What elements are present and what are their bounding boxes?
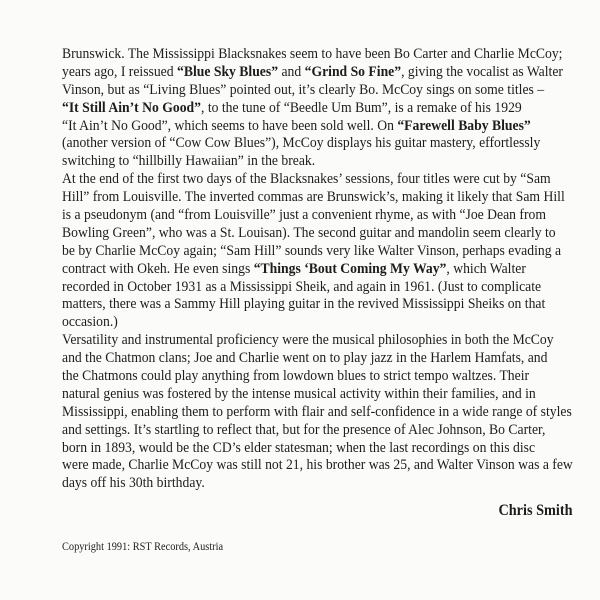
paragraph: [62, 170, 582, 331]
text-line: [62, 80, 545, 99]
text-segment: born in 1893, would be the CD’s elder statesman; when the last recordings on this disc: [62, 438, 536, 456]
text-line: [62, 420, 546, 439]
text-segment: years ago, I reissued: [62, 62, 178, 80]
text-line: [62, 152, 530, 170]
text-segment: contract with Okeh. He even sings: [62, 259, 254, 277]
copyright-notice: Copyright 1991: RST Records, Austria: [62, 541, 224, 553]
text-segment: matters, there was a Sammy Hill playing guitar in the revived Mississippi Sheiks on that: [62, 295, 546, 313]
text-line: [62, 438, 536, 457]
text-line: [62, 295, 546, 313]
text-segment: “It Ain’t No Good”, which seems to have been sold well. On: [62, 116, 398, 134]
text-segment: natural genius was fostered by the intense musical activity within their families, and in: [62, 384, 536, 402]
text-line: [62, 260, 530, 278]
text-line: [62, 367, 530, 385]
text-line: [62, 474, 530, 492]
text-line: [62, 134, 541, 152]
song-title: “Blue Sky Blues”: [177, 62, 279, 80]
text-segment: and: [278, 62, 305, 80]
text-segment: were made, Charlie McCoy was still not 21, his brother was 25, and Walter Vinson was a few: [62, 456, 573, 474]
text-line: [62, 188, 565, 206]
text-segment: days off his 30th birthday.: [62, 474, 205, 492]
text-segment: (another version of “Cow Cow Blues”), McCoy displays his guitar mastery, effortlessly: [62, 134, 541, 152]
paragraph: [62, 45, 582, 170]
text-line: [62, 45, 563, 63]
text-segment: is a pseudonym (and “from Louisville” just a convenient rhyme, as with “Joe Dean from: [62, 206, 546, 224]
song-title: “Things ‘Bout Coming My Way”: [253, 259, 447, 277]
text-segment: , to the tune of “Beedle Um Bum”, is a remake of his 1929: [200, 98, 522, 116]
song-title: “Grind So Fine”: [304, 62, 402, 80]
text-segment: Hill” from Louisville. The inverted commas are Brunswick’s, making it likely that Sam Hill: [62, 188, 565, 206]
text-segment: , giving the vocalist as Walter: [401, 62, 563, 80]
liner-notes-body: [62, 45, 582, 492]
text-line: [62, 170, 551, 188]
text-line: [62, 349, 548, 367]
text-line: [62, 223, 556, 242]
text-line: [62, 277, 542, 296]
text-segment: the Chatmons could play anything from lowdown blues to strict tempo waltzes. Their: [62, 367, 530, 385]
text-segment: Bowling Green”, who was a St. Louisan). The second guitar and mandolin seem clearly to: [62, 223, 556, 241]
text-line: [62, 117, 530, 135]
text-line: [62, 313, 530, 331]
text-segment: Versatility and instrumental proficiency were the musical philosophies in both the McCoy: [62, 331, 554, 349]
song-title: “It Still Ain’t No Good”: [62, 98, 201, 116]
text-segment: and settings. It’s startling to reflect that, but for the presence of Alec Johnson, Bo Carter,: [62, 420, 546, 438]
paragraph: [62, 331, 582, 492]
text-line: [62, 62, 563, 81]
text-line: [62, 384, 536, 403]
text-line: [62, 99, 530, 117]
text-segment: Vinson, but as “Living Blues” pointed out, it’s clearly Bo. McCoy sings on some titles –: [62, 80, 545, 98]
text-segment: switching to “hillbilly Hawaiian” in the break.: [62, 152, 316, 170]
text-segment: and the Chatmon clans; Joe and Charlie went on to play jazz in the Harlem Hamfats, and: [62, 349, 548, 367]
song-title: “Farewell Baby Blues”: [397, 116, 531, 134]
text-line: [62, 206, 546, 224]
text-line: [62, 241, 562, 260]
text-segment: be by Charlie McCoy again; “Sam Hill” sounds very like Walter Vinson, perhaps evading a: [62, 241, 562, 259]
author-signature: Chris Smith: [498, 502, 573, 519]
text-line: [62, 456, 573, 474]
text-segment: At the end of the first two days of the Blacksnakes’ sessions, four titles were cut by “Sam: [62, 170, 551, 188]
text-segment: Brunswick. The Mississippi Blacksnakes seem to have been Bo Carter and Charlie McCoy;: [62, 45, 563, 62]
text-segment: occasion.): [62, 313, 118, 331]
text-line: [62, 402, 572, 421]
text-line: [62, 331, 554, 349]
text-segment: recorded in October 1931 as a Mississippi Sheik, and again in 1961. (Just to complicate: [62, 277, 542, 295]
text-segment: Mississippi, enabling them to perform with flair and self-confidence in a wide range of styles: [62, 402, 572, 420]
text-segment: , which Walter: [446, 259, 526, 277]
